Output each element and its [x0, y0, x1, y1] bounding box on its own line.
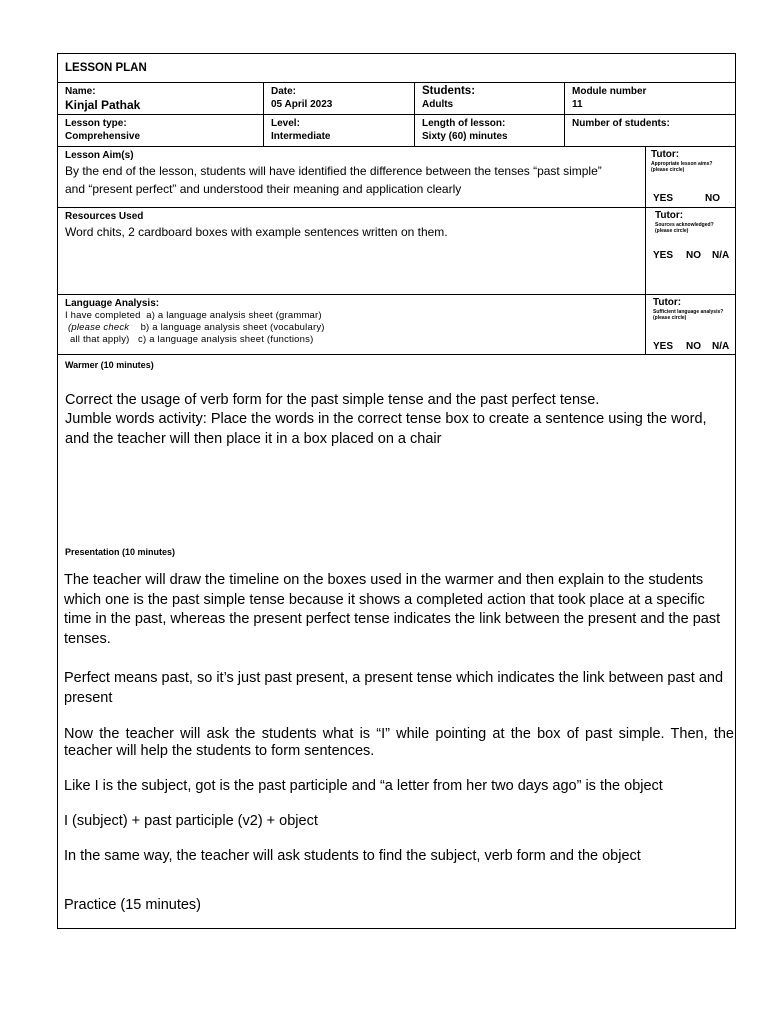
- warmer-heading: Warmer (10 minutes): [65, 360, 154, 370]
- language-tutor-label: Tutor:: [653, 297, 682, 308]
- level-cell: [264, 115, 415, 146]
- aims-row: [58, 147, 735, 208]
- length-label: Length of lesson:: [422, 118, 506, 129]
- presentation-heading: Presentation (10 minutes): [65, 547, 176, 557]
- resources-text: Word chits, 2 cardboard boxes with example sentences written on them.: [65, 225, 448, 239]
- warmer-paragraph-2: Jumble words activity: Place the words in the correct tense box to create a sentence using the word, and the teacher will then place it in a box placed on a chair: [65, 411, 707, 447]
- date-value: 05 April 2023: [271, 99, 333, 110]
- page-title: LESSON PLAN: [65, 62, 147, 74]
- aims-tutor-note: Appropriate lesson aims?: [651, 161, 713, 167]
- aims-tutor-note-2: (please circle): [651, 167, 685, 173]
- language-na-option[interactable]: N/A: [712, 341, 730, 352]
- num-students-cell: [565, 115, 735, 146]
- students-label: Students:: [422, 85, 476, 97]
- resources-tutor-label: Tutor:: [655, 210, 684, 221]
- language-tutor-note: Sufficient language analysis?: [653, 309, 724, 315]
- level-value: Intermediate: [271, 131, 331, 142]
- date-label: Date:: [271, 86, 297, 97]
- level-label: Level:: [271, 118, 300, 129]
- name-value: Kinjal Pathak: [65, 98, 141, 112]
- language-cell: [58, 295, 646, 354]
- resources-yes-option[interactable]: YES: [653, 250, 674, 261]
- presentation-paragraph-4: Like I is the subject, got is the past participle and “a letter from her two days ago” is the object: [64, 778, 663, 794]
- module-cell: [565, 83, 735, 114]
- aims-line-2: and “present perfect” and understood their meaning and application clearly: [65, 182, 462, 196]
- language-line-2: [65, 322, 645, 334]
- warmer-paragraph-1: Correct the usage of verb form for the past simple tense and the past perfect tense.: [65, 392, 600, 408]
- aims-no-option[interactable]: NO: [705, 193, 720, 204]
- num-students-label: Number of students:: [572, 118, 670, 129]
- resources-label: Resources Used: [65, 211, 144, 222]
- date-cell: [264, 83, 415, 114]
- resources-tutor-note-2: (please circle): [655, 228, 689, 234]
- presentation-paragraph-1: The teacher will draw the timeline on the boxes used in the warmer and then explain to the students which one is the past simple tense because it shows a completed action that took place at a specific time in the past, whereas the present perfect tense indicates the link between the present and the past tenses.: [64, 572, 721, 647]
- length-cell: [415, 115, 565, 146]
- module-value: 11: [572, 99, 583, 110]
- resources-na-option[interactable]: N/A: [712, 250, 730, 261]
- language-option-grammar[interactable]: a) a language analysis sheet (grammar): [146, 310, 322, 321]
- language-row: [58, 295, 735, 355]
- resources-tutor-cell: [646, 208, 735, 294]
- type-cell: [58, 115, 264, 146]
- presentation-paragraph-2: Perfect means past, so it’s just past present, a present tense which indicates the link between past and present: [64, 670, 724, 706]
- aims-yes-option[interactable]: YES: [653, 193, 674, 204]
- resources-cell: [58, 208, 646, 294]
- aims-label: Lesson Aim(s): [65, 150, 134, 161]
- title-row: [58, 54, 735, 83]
- aims-cell: [58, 147, 646, 207]
- language-line-1: [65, 310, 645, 322]
- info-row-1: [58, 83, 735, 115]
- language-tutor-note-2: (please circle): [653, 315, 687, 321]
- language-line-3: [65, 334, 645, 346]
- lesson-plan-sheet: [57, 53, 736, 929]
- resources-no-option[interactable]: NO: [686, 250, 701, 261]
- language-tutor-cell: [646, 295, 735, 354]
- name-label: Name:: [65, 86, 96, 97]
- length-value: Sixty (60) minutes: [422, 131, 508, 142]
- resources-tutor-note: Sources acknowledged?: [655, 222, 714, 228]
- presentation-paragraph-3: Now the teacher will ask the students what is “I” while pointing at the box of past simple. Then, the teacher will help the students to form sentences.: [64, 726, 734, 759]
- language-line-2-lead: (please check: [68, 322, 130, 333]
- language-label: Language Analysis:: [65, 298, 160, 309]
- students-value: Adults: [422, 99, 454, 110]
- name-cell: [58, 83, 264, 114]
- practice-heading: Practice (15 minutes): [64, 897, 201, 913]
- students-cell: [415, 83, 565, 114]
- type-label: Lesson type:: [65, 118, 127, 129]
- language-yes-option[interactable]: YES: [653, 341, 674, 352]
- language-no-option[interactable]: NO: [686, 341, 701, 352]
- language-option-functions[interactable]: c) a language analysis sheet (functions): [138, 334, 314, 345]
- resources-row: [58, 208, 735, 295]
- presentation-paragraph-5: I (subject) + past participle (v2) + object: [64, 813, 318, 829]
- aims-tutor-label: Tutor:: [651, 149, 680, 160]
- info-row-2: [58, 115, 735, 147]
- aims-tutor-cell: [646, 147, 735, 207]
- type-value: Comprehensive: [65, 131, 141, 142]
- presentation-paragraph-6: In the same way, the teacher will ask students to find the subject, verb form and the object: [64, 848, 641, 864]
- module-label: Module number: [572, 86, 647, 97]
- language-option-vocabulary[interactable]: b) a language analysis sheet (vocabulary): [140, 322, 325, 333]
- lesson-body: [58, 356, 735, 928]
- language-line-1-lead: I have completed: [65, 310, 141, 321]
- language-line-3-lead: all that apply): [70, 334, 130, 345]
- aims-line-1: By the end of the lesson, students will have identified the difference between the tenses “past simple”: [65, 164, 602, 178]
